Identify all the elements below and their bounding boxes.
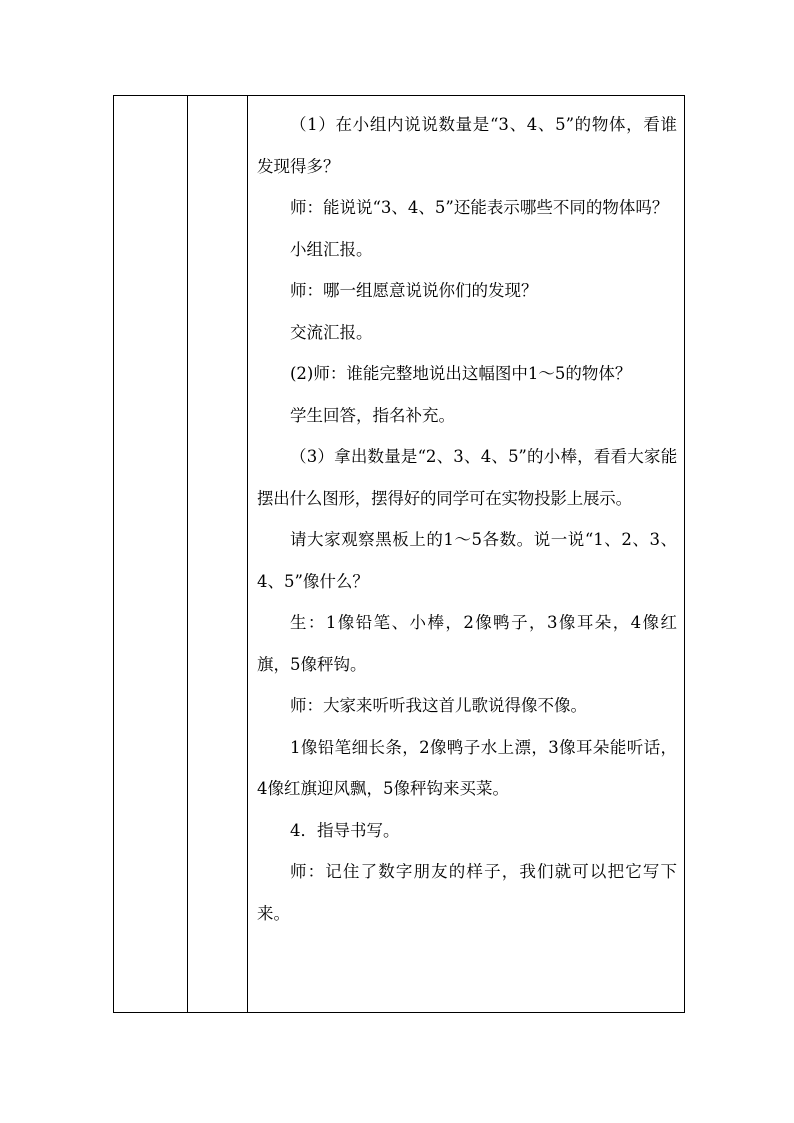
paragraph: 请大家观察黑板上的1～5各数。说一说“1、2、3、4、5”像什么？ (257, 530, 677, 591)
paragraph: 小组汇报。 (290, 239, 373, 259)
middle-empty-cell (188, 96, 247, 1012)
paragraph: 学生回答，指名补充。 (290, 405, 455, 425)
paragraph: （3）拿出数量是“2、3、4、5”的小棒，看看大家能摆出什么图形，摆得好的同学可在实物投影上展示。 (257, 447, 677, 508)
lesson-content-cell (248, 96, 684, 1012)
paragraph: （1）在小组内说说数量是“3、4、5”的物体，看谁发现得多？ (257, 115, 677, 176)
lesson-plan-table (113, 95, 685, 1013)
paragraph: 师：能说说“3、4、5”还能表示哪些不同的物体吗？ (290, 198, 669, 217)
paragraph: 交流汇报。 (290, 322, 373, 342)
paragraph: 1像铅笔细长条，2像鸭子水上漂，3像耳朵能听话，4像红旗迎风飘，5像秤钩来买菜。 (257, 737, 677, 798)
paragraph: 生：1像铅笔、小棒，2像鸭子，3像耳朵，4像红旗，5像秤钩。 (257, 613, 677, 674)
paragraph: 4．指导书写。 (290, 820, 400, 840)
paragraph: 师：记住了数字朋友的样子，我们就可以把它写下来。 (257, 862, 677, 923)
paragraph: 师：大家来听听我这首儿歌说得像不像。 (290, 696, 587, 715)
column-divider (187, 96, 188, 1012)
paragraph: (2)师：谁能完整地说出这幅图中1～5的物体？ (290, 364, 632, 383)
left-empty-cell (114, 96, 187, 1012)
paragraph: 师：哪一组愿意说说你们的发现？ (290, 281, 538, 300)
